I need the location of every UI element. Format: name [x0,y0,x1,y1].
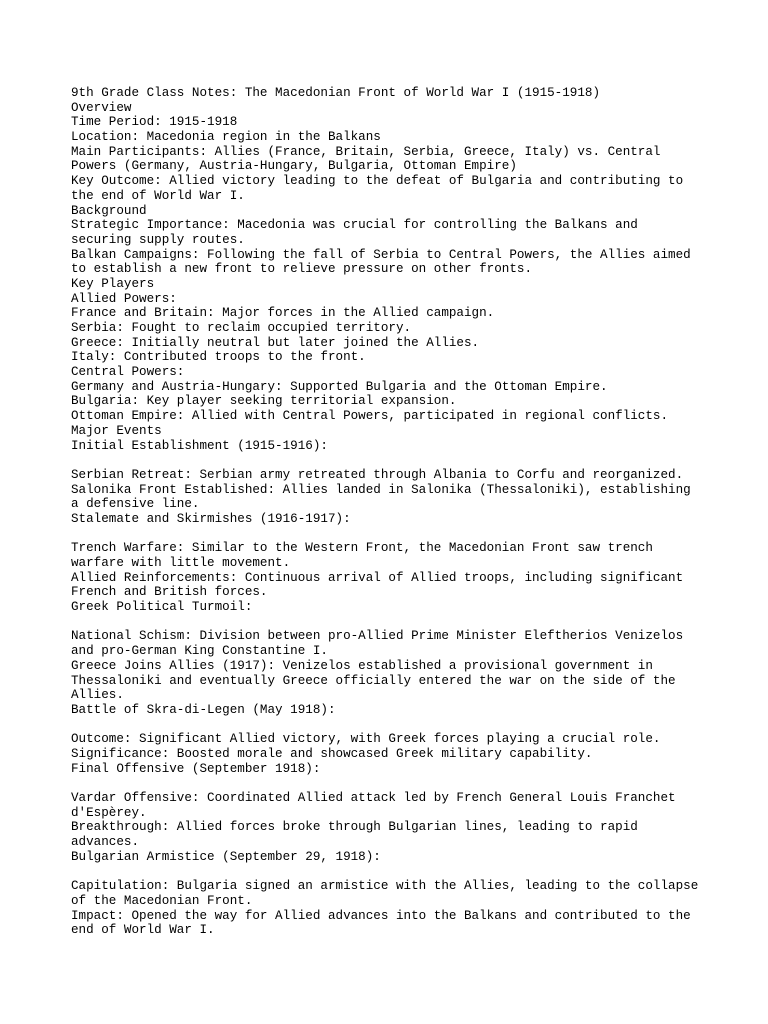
text-line: Allies. [71,688,124,703]
text-line: Balkan Campaigns: Following the fall of Serbia to Central Powers, the Allies aimed [71,247,691,262]
blank-line [71,776,751,791]
text-line: Overview [71,100,132,115]
text-line: Salonika Front Established: Allies landed in Salonika (Thessaloniki), establishing [71,482,691,497]
text-line: Italy: Contributed troops to the front. [71,350,366,365]
text-line: Bulgaria: Key player seeking territorial expansion. [71,394,457,409]
text-line: Main Participants: Allies (France, Britain, Serbia, Greece, Italy) vs. Central [71,144,661,159]
text-line: Background [71,203,147,218]
text-line: Key Players [71,276,155,291]
text-line: Stalemate and Skirmishes (1916-1917): [71,511,351,526]
blank-line [71,864,751,879]
text-line: to establish a new front to relieve pressure on other fronts. [71,262,533,277]
blank-line [71,615,751,630]
text-line: Significance: Boosted morale and showcased Greek military capability. [71,746,593,761]
text-line: securing supply routes. [71,232,245,247]
text-line: Serbian Retreat: Serbian army retreated through Albania to Corfu and reorganized. [71,467,684,482]
text-line: advances. [71,835,140,850]
text-line: of the Macedonian Front. [71,893,253,908]
text-line: end of World War I. [71,923,215,938]
text-line: Impact: Opened the way for Allied advances into the Balkans and contributed to the [71,908,691,923]
blank-line [71,453,751,468]
text-line: Thessaloniki and eventually Greece officially entered the war on the side of the [71,673,676,688]
document-page [71,86,751,938]
text-line: Location: Macedonia region in the Balkans [71,130,381,145]
text-line: Outcome: Significant Allied victory, with Greek forces playing a crucial role. [71,732,661,747]
text-line: Major Events [71,423,162,438]
text-line: the end of World War I. [71,188,245,203]
text-line: Battle of Skra-di-Legen (May 1918): [71,702,336,717]
blank-line [71,718,751,733]
text-line: Time Period: 1915-1918 [71,115,238,130]
blank-line [71,527,751,542]
text-line: Trench Warfare: Similar to the Western Front, the Macedonian Front saw trench [71,541,653,556]
text-line: Key Outcome: Allied victory leading to the defeat of Bulgaria and contributing to [71,174,684,189]
text-line: Vardar Offensive: Coordinated Allied attack led by French General Louis Franchet [71,791,676,805]
text-line: Breakthrough: Allied forces broke through Bulgarian lines, leading to rapid [71,820,638,835]
text-line: National Schism: Division between pro-Allied Prime Minister Eleftherios Venizelos [71,629,684,644]
text-line: d'Espèrey. [71,805,147,820]
text-line: Greece Joins Allies (1917): Venizelos established a provisional government in [71,658,653,673]
text-line: Strategic Importance: Macedonia was crucial for controlling the Balkans and [71,218,638,233]
text-line: and pro-German King Constantine I. [71,644,328,659]
text-line: 9th Grade Class Notes: The Macedonian Front of World War I (1915-1918) [71,86,601,100]
text-line: Powers (Germany, Austria-Hungary, Bulgaria, Ottoman Empire) [71,159,517,174]
text-line: France and Britain: Major forces in the Allied campaign. [71,306,495,321]
text-line: Greece: Initially neutral but later joined the Allies. [71,335,480,350]
text-line: Greek Political Turmoil: [71,600,253,615]
text-line: Ottoman Empire: Allied with Central Powers, participated in regional conflicts. [71,409,669,424]
text-line: Serbia: Fought to reclaim occupied territory. [71,321,412,335]
text-line: Initial Establishment (1915-1916): [71,438,328,453]
text-line: warfare with little movement. [71,556,291,570]
text-line: Allied Reinforcements: Continuous arrival of Allied troops, including significant [71,570,684,585]
text-line: Bulgarian Armistice (September 29, 1918): [71,849,381,864]
text-line: Central Powers: [71,365,185,380]
text-line: Capitulation: Bulgaria signed an armistice with the Allies, leading to the collapse [71,879,699,894]
text-line: Final Offensive (September 1918): [71,761,321,776]
text-line: a defensive line. [71,497,200,512]
text-line: Allied Powers: [71,291,177,306]
text-line: French and British forces. [71,585,268,600]
text-line: Germany and Austria-Hungary: Supported Bulgaria and the Ottoman Empire. [71,379,608,394]
